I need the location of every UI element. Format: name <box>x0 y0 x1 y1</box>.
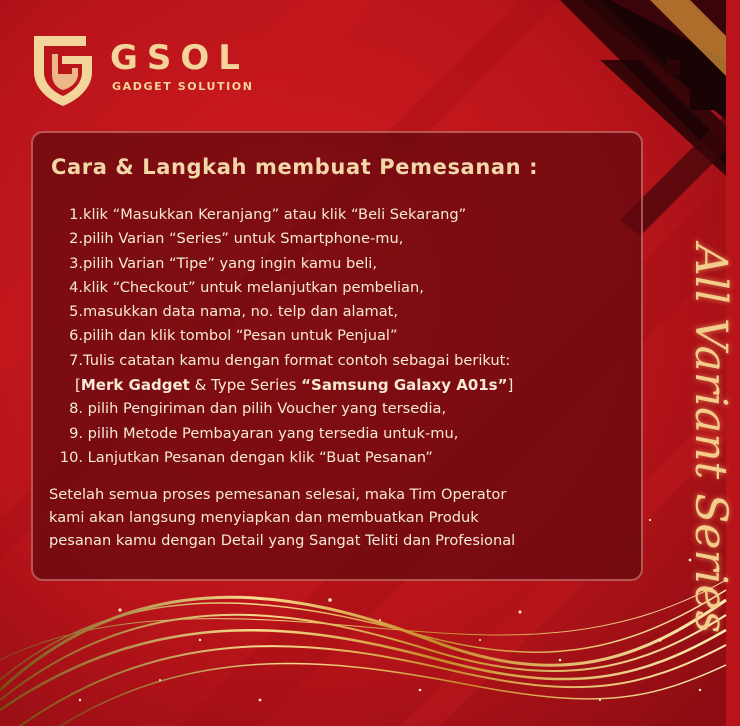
step-item <box>57 276 513 300</box>
step-number: 8. <box>69 400 83 418</box>
step-number: 5. <box>69 303 83 321</box>
shield-logo-icon <box>28 28 98 108</box>
step-text: klik “Masukkan Keranjang” atau klik “Beli Sekarang” <box>83 206 467 223</box>
step-text: pilih Varian “Tipe” yang ingin kamu beli, <box>83 254 377 272</box>
format-open-bracket: [ <box>75 376 81 395</box>
step-number: 6. <box>69 327 83 345</box>
format-close-bracket: ] <box>507 376 514 395</box>
step-text: pilih Metode Pembayaran yang tersedia untuk-mu, <box>87 424 459 442</box>
steps-list <box>57 203 513 470</box>
instructions-panel <box>31 131 643 581</box>
step-number: 7. <box>69 351 83 369</box>
step-item <box>57 446 513 470</box>
format-example <box>57 373 513 397</box>
step-number: 3. <box>69 254 83 272</box>
step-text: Tulis catatan kamu dengan format contoh sebagai berikut: <box>83 351 511 369</box>
format-merk: Merk Gadget <box>80 376 190 395</box>
footer-line: kami akan langsung menyiapkan dan membuatkan Produk <box>49 509 479 526</box>
step-number: 9. <box>69 424 83 442</box>
brand-name: GSOL <box>110 38 249 78</box>
step-item <box>57 203 513 227</box>
format-middle: & Type Series <box>189 376 302 395</box>
step-number: 10. <box>59 448 83 466</box>
step-item <box>57 227 513 251</box>
step-text: pilih Pengiriman dan pilih Voucher yang tersedia, <box>87 400 447 418</box>
footer-paragraph <box>49 483 639 552</box>
step-item <box>57 300 513 324</box>
step-item <box>57 397 513 421</box>
step-text: masukkan data nama, no. telp dan alamat, <box>83 303 399 321</box>
footer-line: pesanan kamu dengan Detail yang Sangat Teliti dan Profesional <box>49 532 516 549</box>
step-item <box>57 324 513 348</box>
brand-logo <box>28 28 278 108</box>
step-number: 4. <box>69 278 83 296</box>
side-script-text: All Variant Series <box>685 244 736 634</box>
footer-line: Setelah semua proses pemesanan selesai, maka Tim Operator <box>49 486 507 503</box>
step-text: pilih Varian “Series” untuk Smartphone-mu, <box>83 230 404 248</box>
step-item <box>57 349 513 373</box>
step-number: 2. <box>69 230 83 248</box>
step-item <box>57 252 513 276</box>
step-text: pilih dan klik tombol “Pesan untuk Penjual” <box>83 327 398 345</box>
step-text: klik “Checkout” untuk melanjutkan pembelian, <box>83 278 424 296</box>
step-number: 1. <box>69 206 83 223</box>
format-series: “Samsung Galaxy A01s” <box>301 376 508 395</box>
brand-tagline: GADGET SOLUTION <box>112 80 254 93</box>
step-text: Lanjutkan Pesanan dengan klik “Buat Pesanan” <box>87 448 433 466</box>
panel-title: Cara & Langkah membuat Pemesanan : <box>51 155 539 179</box>
step-item <box>57 422 513 446</box>
